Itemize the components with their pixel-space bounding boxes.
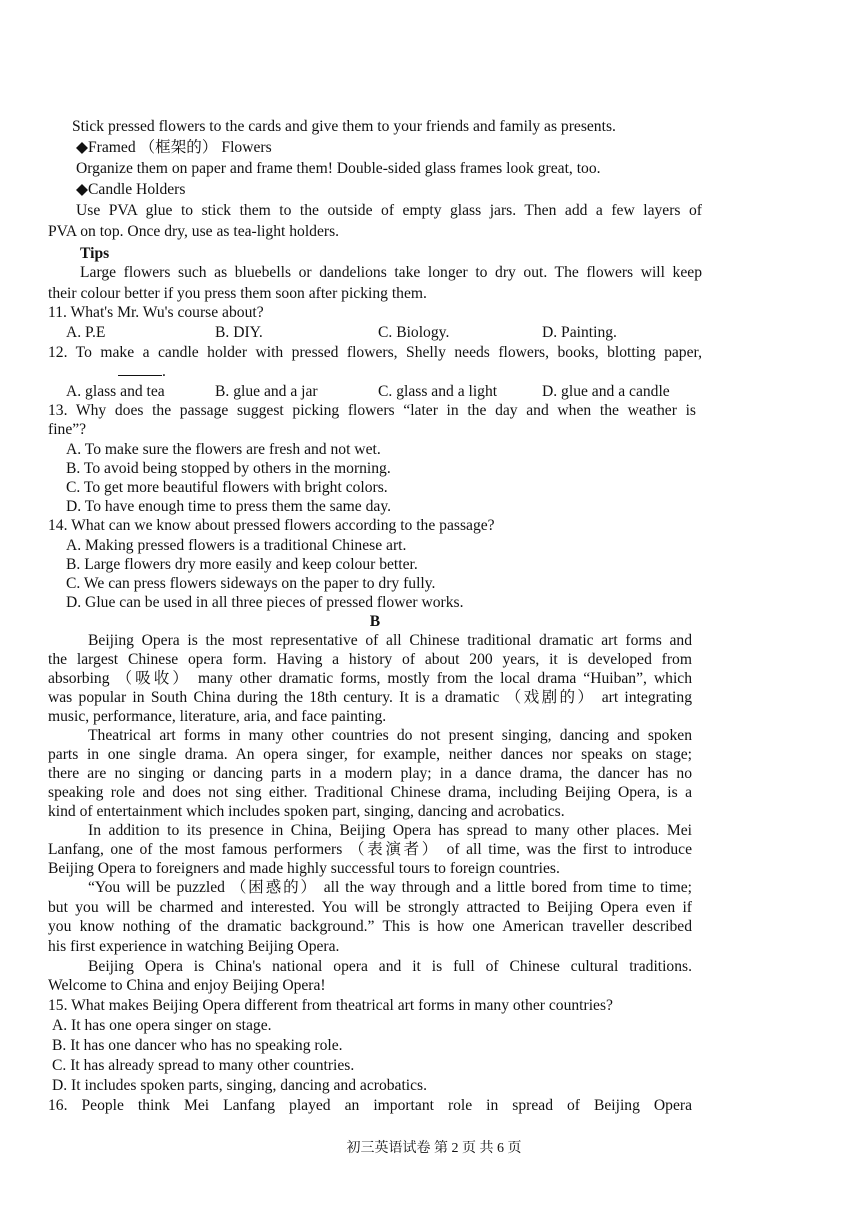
q14-option-c[interactable]: C. We can press flowers sideways on the paper to dry fully. xyxy=(66,575,436,592)
passage-b-p1-line-4: was popular in South China during the 18th century. It is a dramatic （戏剧的） art integrating xyxy=(48,689,692,706)
question-13-stem-1: 13. Why does the passage suggest picking flowers “later in the day and when the weather is xyxy=(48,402,696,419)
question-13-stem-2: fine”? xyxy=(48,421,87,438)
candle-text-1: Use PVA glue to stick them to the outside of empty glass jars. Then add a few layers of xyxy=(76,202,702,219)
passage-b-p2-line-5: kind of entertainment which includes spoken part, singing, dancing and acrobatics. xyxy=(48,803,565,820)
passage-b-p4-line-4: his first experience in watching Beijing Opera. xyxy=(48,938,340,955)
q15-option-b[interactable]: B. It has one dancer who has no speaking role. xyxy=(52,1037,343,1054)
q11-option-d[interactable]: D. Painting. xyxy=(542,324,617,341)
question-15-stem: 15. What makes Beijing Opera different from theatrical art forms in many other countries? xyxy=(48,997,613,1014)
framed-text: Organize them on paper and frame them! Double-sided glass frames look great, too. xyxy=(76,160,601,177)
passage-b-p2-line-2: parts in one single drama. An opera singer, for example, neither dances nor speaks on stage; xyxy=(48,746,692,763)
q12-option-d[interactable]: D. glue and a candle xyxy=(542,383,670,400)
passage-b-p4-line-3: you know nothing of the dramatic background.” This is how one American traveller described xyxy=(48,918,692,935)
candle-heading: ◆Candle Holders xyxy=(76,181,186,198)
passage-b-p5-line-2: Welcome to China and enjoy Beijing Opera! xyxy=(48,977,326,994)
q12-option-c[interactable]: C. glass and a light xyxy=(378,383,498,400)
page-footer: 初三英语试卷 第 2 页 共 6 页 xyxy=(346,1141,522,1156)
q12-blank-line xyxy=(118,361,162,376)
q11-option-b[interactable]: B. DIY. xyxy=(215,324,263,341)
question-16-stem: 16. People think Mei Lanfang played an important role in spread of Beijing Opera xyxy=(48,1097,692,1114)
cards-line: Stick pressed flowers to the cards and give them to your friends and family as presents. xyxy=(72,118,616,135)
q13-option-b[interactable]: B. To avoid being stopped by others in the morning. xyxy=(66,460,391,477)
framed-heading: ◆Framed （框架的） Flowers xyxy=(76,139,272,156)
q12-option-a[interactable]: A. glass and tea xyxy=(66,383,165,400)
tips-text-2: their colour better if you press them soon after picking them. xyxy=(48,285,427,302)
q12-stem-end: . xyxy=(162,363,166,380)
passage-b-p1-line-2: the largest Chinese opera form. Having a history of about 200 years, it is developed from xyxy=(48,651,692,668)
question-14-stem: 14. What can we know about pressed flowers according to the passage? xyxy=(48,517,495,534)
passage-b-p1-line-1: Beijing Opera is the most representative of all Chinese traditional dramatic art forms and xyxy=(88,632,692,649)
passage-b-p4-line-1: “You will be puzzled （困惑的） all the way through and a little bored from time to time; xyxy=(88,879,692,896)
section-b-label: B xyxy=(369,613,381,630)
q11-option-a[interactable]: A. P.E xyxy=(66,324,106,341)
q12-option-b[interactable]: B. glue and a jar xyxy=(215,383,318,400)
passage-b-p3-line-3: Beijing Opera to foreigners and made highly successful tours to foreign countries. xyxy=(48,860,560,877)
passage-b-p4-line-2: but you will be charmed and interested. You will be strongly attracted to Beijing Opera even if xyxy=(48,899,692,916)
q13-option-c[interactable]: C. To get more beautiful flowers with bright colors. xyxy=(66,479,388,496)
q15-option-d[interactable]: D. It includes spoken parts, singing, dancing and acrobatics. xyxy=(52,1077,428,1094)
q11-option-c[interactable]: C. Biology. xyxy=(378,324,450,341)
question-12-stem: 12. To make a candle holder with pressed flowers, Shelly needs flowers, books, blotting paper, xyxy=(48,344,702,361)
q13-option-d[interactable]: D. To have enough time to press them the same day. xyxy=(66,498,392,515)
q15-option-c[interactable]: C. It has already spread to many other countries. xyxy=(52,1057,355,1074)
q15-option-a[interactable]: A. It has one opera singer on stage. xyxy=(52,1017,272,1034)
passage-b-p3-line-1: In addition to its presence in China, Beijing Opera has spread to many other places. Mei xyxy=(88,822,692,839)
passage-b-p1-line-5: music, performance, literature, aria, and face painting. xyxy=(48,708,387,725)
tips-heading: Tips xyxy=(80,245,110,262)
passage-b-p1-line-3: absorbing （吸收） many other dramatic forms, mostly from the local drama “Huiban”, which xyxy=(48,670,692,687)
passage-b-p3-line-2: Lanfang, one of the most famous performers （表演者） of all time, was the first to introduce xyxy=(48,841,692,858)
passage-b-p2-line-4: speaking role and does not sing either. Traditional Chinese drama, including Beijing Opera, is a xyxy=(48,784,692,801)
passage-b-p2-line-3: there are no singing or dancing parts in a modern play; in a dance drama, the dancer has no xyxy=(48,765,692,782)
passage-b-p5-line-1: Beijing Opera is China's national opera and it is full of Chinese cultural traditions. xyxy=(88,958,692,975)
passage-b-p2-line-1: Theatrical art forms in many other countries do not present singing, dancing and spoken xyxy=(88,727,692,744)
q14-option-b[interactable]: B. Large flowers dry more easily and keep colour better. xyxy=(66,556,418,573)
tips-text-1: Large flowers such as bluebells or dandelions take longer to dry out. The flowers will keep xyxy=(80,264,702,281)
q12-answer-blank[interactable] xyxy=(118,361,166,382)
q13-option-a[interactable]: A. To make sure the flowers are fresh and not wet. xyxy=(66,441,381,458)
question-11-stem: 11. What's Mr. Wu's course about? xyxy=(48,304,264,321)
candle-text-2: PVA on top. Once dry, use as tea-light holders. xyxy=(48,223,340,240)
q14-option-a[interactable]: A. Making pressed flowers is a traditional Chinese art. xyxy=(66,537,407,554)
q14-option-d[interactable]: D. Glue can be used in all three pieces of pressed flower works. xyxy=(66,594,464,611)
